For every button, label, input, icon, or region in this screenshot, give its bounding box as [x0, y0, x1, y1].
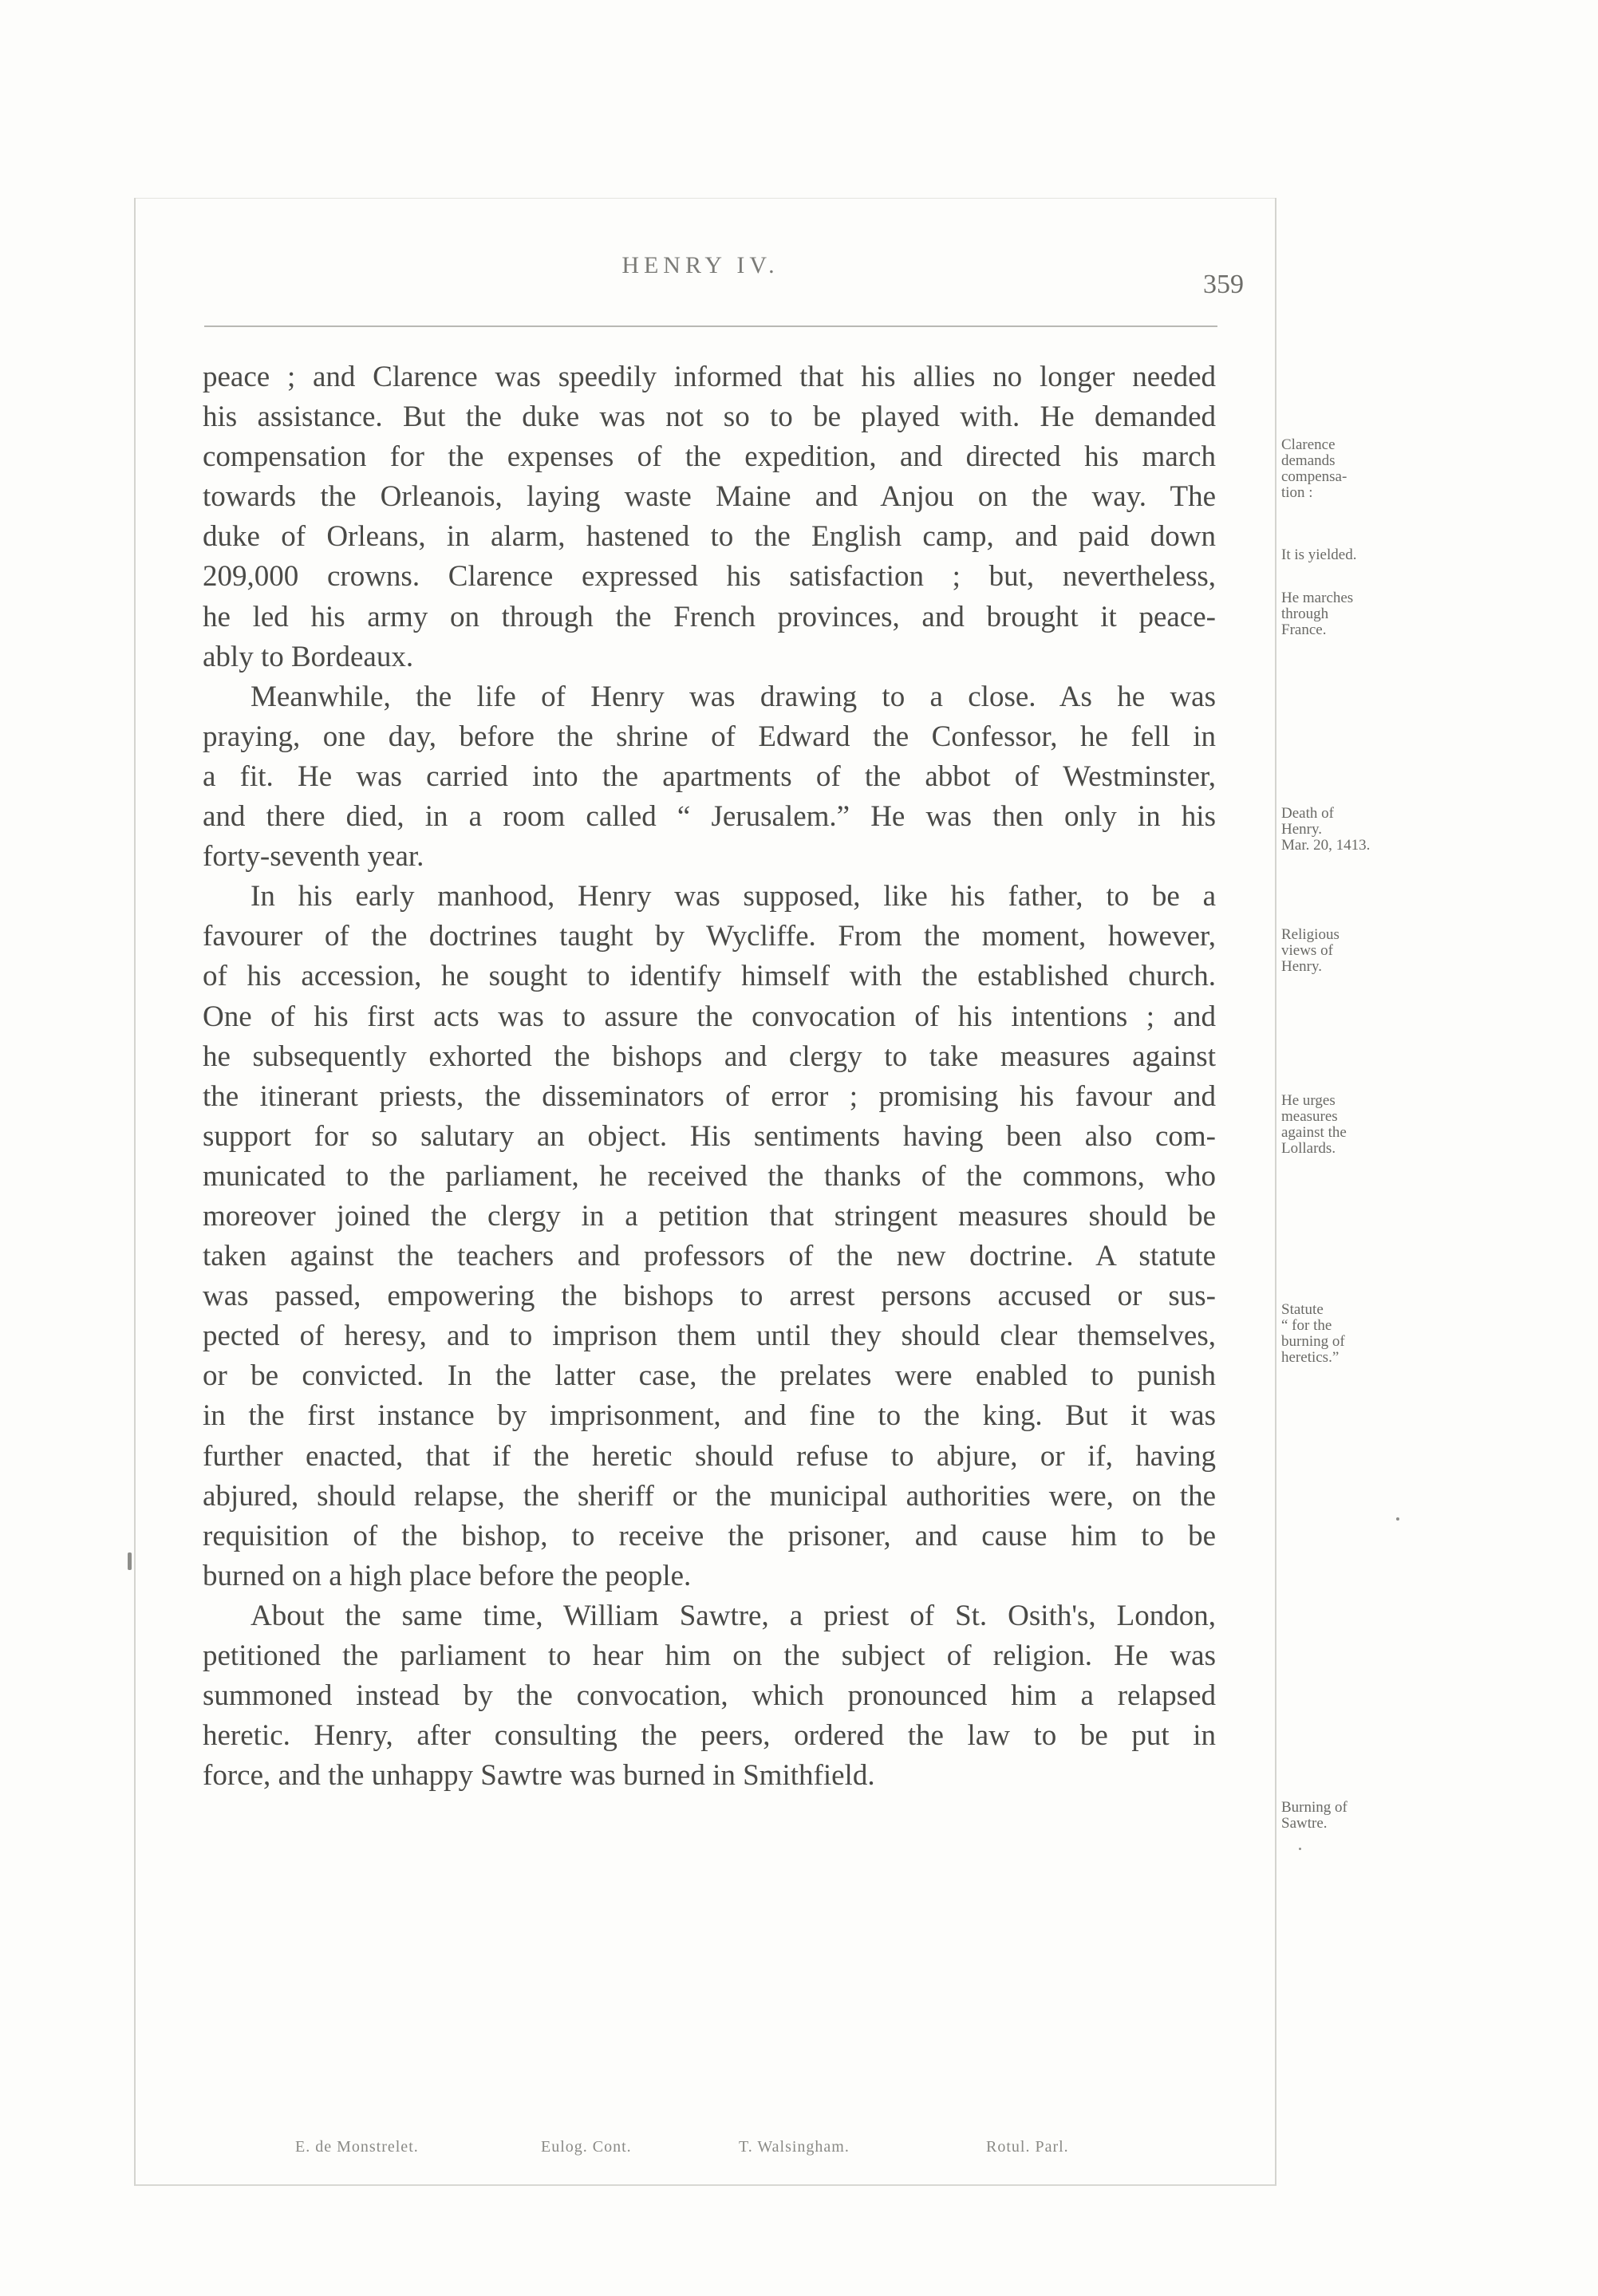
- margin-note-lollards: [1281, 1093, 1433, 1157]
- note-line: Clarence: [1281, 436, 1336, 453]
- text-line: force, and the unhappy Sawtre was burned in Smithfield.: [203, 1759, 875, 1793]
- note-line: “ for the: [1281, 1317, 1332, 1334]
- text-line: compensation for the expenses of the expedition, and directed his march: [203, 440, 1216, 474]
- note-line: tion :: [1281, 484, 1313, 501]
- source-citation: Eulog. Cont.: [541, 2138, 632, 2156]
- note-line: France.: [1281, 621, 1327, 638]
- text-line: in the first instance by imprisonment, and fine to the king. But it was: [203, 1399, 1216, 1433]
- note-line: demands: [1281, 452, 1336, 469]
- text-line: was passed, empowering the bishops to arrest persons accused or sus-: [203, 1280, 1216, 1313]
- note-line: burning of: [1281, 1333, 1345, 1350]
- margin-note-statute: [1281, 1302, 1433, 1366]
- text-line: moreover joined the clergy in a petition that stringent measures should be: [203, 1199, 1216, 1233]
- text-line: the itinerant priests, the disseminators of error ; promising his favour and: [203, 1079, 1216, 1113]
- note-line: Burning of: [1281, 1799, 1347, 1816]
- text-line: pected of heresy, and to imprison them until they should clear themselves,: [203, 1320, 1216, 1353]
- text-line: taken against the teachers and professors of the new doctrine. A statute: [203, 1240, 1216, 1273]
- text-line: abjured, should relapse, the sheriff or the municipal authorities were, on the: [203, 1479, 1216, 1513]
- note-line: Death of: [1281, 805, 1334, 822]
- text-line: petitioned the parliament to hear him on the subject of religion. He was: [203, 1639, 1216, 1672]
- note-line: Statute: [1281, 1301, 1324, 1318]
- note-line: against the: [1281, 1124, 1347, 1141]
- text-line: One of his first acts was to assure the convocation of his intentions ; and: [203, 1000, 1216, 1033]
- source-citation: Rotul. Parl.: [986, 2138, 1069, 2156]
- text-line: peace ; and Clarence was speedily informed that his allies no longer needed: [203, 361, 1216, 393]
- text-line: further enacted, that if the heretic should refuse to abjure, or if, having: [203, 1439, 1216, 1473]
- margin-note-yielded: [1281, 547, 1433, 563]
- page-number: 359: [1203, 270, 1244, 299]
- note-line: through: [1281, 606, 1329, 622]
- note-line: He urges: [1281, 1092, 1336, 1109]
- note-line: heretics.”: [1281, 1349, 1340, 1366]
- text-line: heretic. Henry, after consulting the peers, ordered the law to be put in: [203, 1719, 1216, 1753]
- text-line: a fit. He was carried into the apartments of the abbot of Westminster,: [203, 759, 1216, 793]
- running-head: HENRY IV.: [621, 252, 779, 278]
- text-line: of his accession, he sought to identify himself with the established church.: [203, 960, 1216, 993]
- text-line: burned on a high place before the people.: [203, 1559, 692, 1592]
- note-line: Henry.: [1281, 958, 1322, 975]
- print-speck: [1396, 1517, 1399, 1521]
- text-line: praying, one day, before the shrine of Edward the Confessor, he fell in: [203, 720, 1216, 753]
- margin-note-sawtre: [1281, 1800, 1433, 1832]
- source-citation: E. de Monstrelet.: [295, 2138, 419, 2156]
- note-line: It is yielded.: [1281, 546, 1357, 563]
- text-line: Meanwhile, the life of Henry was drawing to a close. As he was: [251, 680, 1216, 713]
- header-rule: [204, 325, 1217, 327]
- text-line: forty-seventh year.: [203, 840, 424, 874]
- text-line: his assistance. But the duke was not so to be played with. He demanded: [203, 400, 1216, 434]
- text-line: duke of Orleans, in alarm, hastened to the English camp, and paid down: [203, 520, 1216, 554]
- margin-note-marches: [1281, 590, 1433, 638]
- text-line: 209,000 crowns. Clarence expressed his satisfaction ; but, nevertheless,: [203, 560, 1216, 594]
- text-line: About the same time, William Sawtre, a priest of St. Osith's, London,: [251, 1599, 1216, 1632]
- text-line: summoned instead by the convocation, which pronounced him a relapsed: [203, 1679, 1216, 1713]
- note-line: measures: [1281, 1108, 1338, 1125]
- text-line: support for so salutary an object. His sentiments having been also com-: [203, 1119, 1216, 1153]
- source-citation: T. Walsingham.: [739, 2138, 850, 2156]
- note-line: Henry.: [1281, 821, 1322, 838]
- text-line: In his early manhood, Henry was supposed, like his father, to be a: [251, 880, 1216, 913]
- print-speck: [128, 1552, 132, 1570]
- body-text: [203, 357, 1216, 1796]
- text-line: or be convicted. In the latter case, the prelates were enabled to punish: [203, 1359, 1216, 1393]
- text-line: he subsequently exhorted the bishops and clergy to take measures against: [203, 1040, 1216, 1073]
- note-line: views of: [1281, 942, 1333, 959]
- text-line: he led his army on through the French provinces, and brought it peace-: [203, 600, 1216, 633]
- text-line: requisition of the bishop, to receive the prisoner, and cause him to be: [203, 1519, 1216, 1552]
- note-line: Sawtre.: [1281, 1815, 1328, 1832]
- margin-note-religious-views: [1281, 927, 1433, 975]
- note-line: He marches: [1281, 590, 1354, 606]
- text-line: towards the Orleanois, laying waste Maine and Anjou on the way. The: [203, 480, 1216, 514]
- margin-note-clarence-demands: [1281, 437, 1433, 501]
- margin-note-death: [1281, 806, 1433, 854]
- note-line: Mar. 20, 1413.: [1281, 837, 1371, 854]
- print-speck: [1299, 1848, 1301, 1850]
- note-line: Religious: [1281, 926, 1340, 943]
- note-line: compensa-: [1281, 468, 1347, 485]
- text-line: ably to Bordeaux.: [203, 640, 414, 673]
- text-line: municated to the parliament, he received the thanks of the commons, who: [203, 1159, 1216, 1193]
- text-line: favourer of the doctrines taught by Wycliffe. From the moment, however,: [203, 920, 1216, 953]
- note-line: Lollards.: [1281, 1140, 1336, 1157]
- text-line: and there died, in a room called “ Jerusalem.” He was then only in his: [203, 800, 1216, 834]
